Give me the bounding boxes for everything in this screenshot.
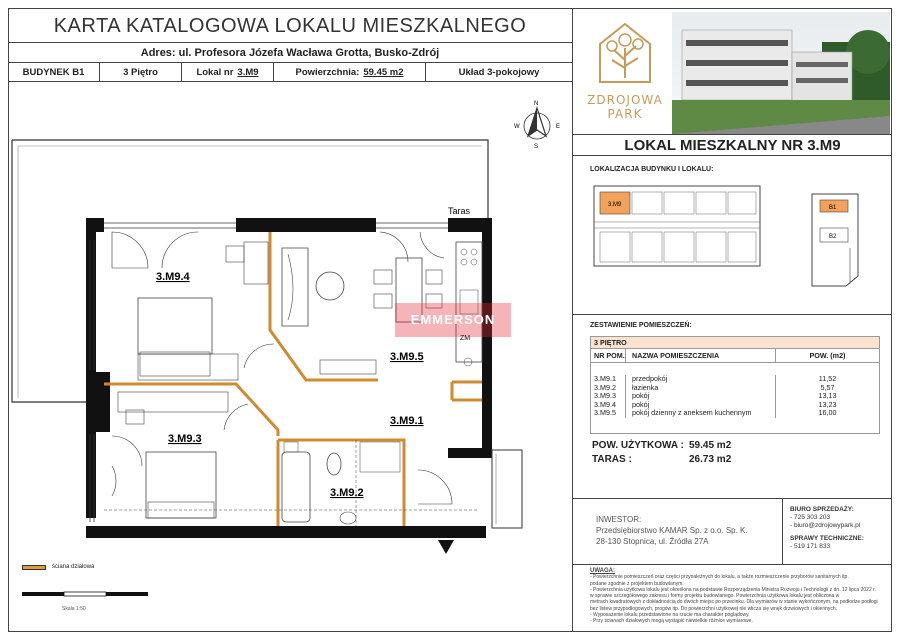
layout-value: Układ 3-pokojowy [458, 66, 540, 78]
logo-text-1: ZDROJOWA [587, 93, 663, 107]
row-name: pokój [625, 401, 775, 410]
area-value: 59.45 m2 [363, 66, 404, 78]
row-area: 11,52 [775, 375, 879, 384]
row-name: przedpokój [625, 375, 775, 384]
investor-line1: Przedsiębiorstwo KAMAR Sp. z o.o. Sp. K. [596, 526, 748, 535]
building-cell [8, 63, 100, 81]
info-bar [8, 62, 572, 82]
brand-logo [580, 14, 670, 134]
row-name: pokój dzienny z aneksem kuchennym [625, 409, 775, 418]
site-building-2: B2 [829, 234, 837, 240]
legend-label: ściana działowa [52, 564, 95, 570]
tech-phone[interactable]: - 519 171 833 [790, 543, 831, 550]
unit-value: 3.M9 [237, 66, 259, 78]
note-line: bez listew przypodłogowych, progów itp. Do powierzchni użytkowej nie wlicza się wnęk drzwiowych i okiennych. [590, 605, 838, 612]
terrace-label: Taras [448, 206, 471, 216]
table-row [591, 409, 879, 418]
investor-label: INWESTOR: [596, 515, 642, 524]
unit-label: Lokal nr [196, 66, 234, 78]
rooms-floor-header: 3 PIĘTRO [591, 337, 879, 349]
note-line: podane zgodnie z projektem budowlanym. [590, 580, 684, 587]
layout-cell [426, 63, 572, 81]
column-divider [572, 8, 573, 632]
watermark: EMMERSON [395, 303, 511, 337]
note-line: - Przy ścianach działowych mogą wystąpić niewielkie różnice wymiarowe. [590, 618, 753, 625]
rooms-column-header [591, 349, 879, 363]
tech-label: SPRAWY TECHNICZNE: [790, 535, 864, 542]
col-name: NAZWA POMIESZCZENIA [625, 349, 775, 362]
rooms-table [590, 336, 880, 434]
building-value: BUDYNEK B1 [22, 66, 85, 78]
building-photo [672, 12, 890, 134]
note-line: - Wyposażenie lokalu przedstawione na rzucie ma charakter poglądowy. [590, 612, 750, 619]
row-no: 3.M9.1 [594, 374, 616, 383]
lokal-title: LOKAL MIESZKALNY NR 3.M9 [573, 134, 892, 156]
col-area: POW. (m2) [775, 349, 879, 362]
investor [596, 514, 748, 547]
usable-area-value: 59.45 m2 [689, 440, 732, 451]
compass-n: N [534, 101, 539, 107]
area-cell [274, 63, 426, 81]
site-plan [806, 188, 866, 288]
tree-logo-icon [590, 18, 660, 88]
unit-marker: 3.M9 [608, 202, 622, 208]
sales-label: BIURO SPRZEDAŻY: [790, 506, 854, 513]
row-no: 3.M9.2 [594, 382, 616, 392]
site-building-1: B1 [829, 205, 837, 211]
col-no: NR POM. [594, 351, 625, 360]
row-no: 3.M9.3 [594, 391, 616, 400]
row-area: 13,23 [775, 401, 879, 410]
divider [573, 564, 892, 565]
room-label-3: 3.M9.3 [168, 433, 202, 445]
compass-w: W [514, 124, 520, 130]
divider [573, 314, 892, 315]
compass-e: E [556, 124, 561, 130]
note-line: - Powierzchnie pomieszczeń oraz części przynależnych do lokalu, a także rozmieszczenie przyborów sanitarnych itp. [590, 574, 849, 581]
row-name: łazienka [625, 384, 775, 393]
row-no: 3.M9.4 [594, 399, 616, 409]
compass-s: S [534, 144, 539, 150]
scale-label: Skala 1:50 [62, 606, 86, 612]
row-no: 3.M9.5 [594, 408, 616, 417]
terrace-area-label: TARAS : [592, 454, 632, 465]
row-area: 13,13 [775, 392, 879, 401]
key-plan [590, 180, 766, 276]
terrace-outline [12, 140, 488, 220]
address: Adres: ul. Profesora Józefa Wacława Grotta, Busko-Zdrój [8, 42, 572, 62]
investor-line2: 28-130 Stopnica, ul. Źródła 27A [596, 537, 709, 546]
legend [22, 564, 94, 570]
room-label-2: 3.M9.2 [330, 487, 364, 499]
room-label-1: 3.M9.1 [390, 415, 424, 427]
entrance-arrow-icon [438, 540, 454, 554]
terrace-outline-left [12, 140, 88, 402]
location-label: LOKALIZACJA BUDYNKU I LOKALU: [590, 166, 714, 173]
row-area: 5,57 [775, 384, 879, 393]
room-label-4: 3.M9.4 [156, 271, 190, 283]
note-line: - Powierzchnia użytkowa lokalu jest określona na podstawie Rozporządzenia Ministra Rozwoju i Technologii z dn. 12 lipca 2022 r. [590, 586, 876, 593]
row-area: 16,00 [775, 409, 879, 418]
room-label-5: 3.M9.5 [390, 351, 424, 363]
logo-text-2: PARK [607, 107, 643, 121]
divider-vertical [782, 498, 783, 564]
usable-area-label: POW. UŻYTKOWA : [592, 440, 684, 451]
note-line: w sprawie szczegółowego zakresu i formy projektu budowlanego. Powierzchnia użytkowa lokalu jest obliczona w [590, 593, 840, 600]
floor-value: 3 Piętro [123, 66, 158, 78]
totals [592, 440, 731, 468]
unit-cell [182, 63, 274, 81]
page-title: KARTA KATALOGOWA LOKALU MIESZKALNEGO [53, 15, 527, 37]
notes [590, 568, 886, 625]
area-label: Powierzchnia: [295, 66, 360, 78]
notes-label: UWAGA: [590, 568, 615, 574]
rooms-label: ZESTAWIENIE POMIESZCZEŃ: [590, 322, 692, 329]
note-line: metrach kwadratowych z dokładnością do dwóch miejsc po przecinku. Dla wymiarów w stanie wykończonym, na podłodze podłogi [590, 599, 878, 606]
legend-swatch [22, 565, 46, 570]
divider [573, 498, 892, 499]
sales-office [790, 506, 864, 551]
terrace-area-value: 26.73 m2 [689, 454, 732, 465]
sales-email[interactable]: - biuro@zdrojowypark.pl [790, 522, 861, 529]
floor-cell [100, 63, 182, 81]
sales-phone[interactable]: - 725 303 203 [790, 514, 831, 521]
row-name: pokój [625, 392, 775, 401]
zm-label: ZM [460, 335, 471, 342]
